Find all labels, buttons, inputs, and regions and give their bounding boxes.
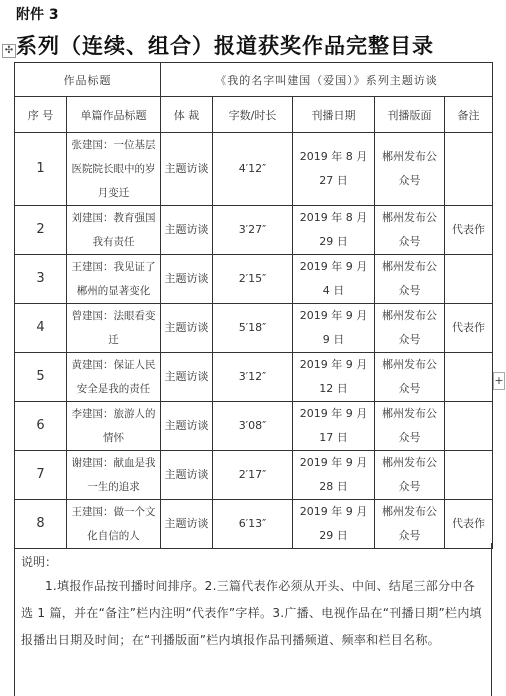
catalog-table <box>14 62 493 549</box>
cell-genre: 主题访谈 <box>161 500 213 549</box>
notes-section <box>14 543 492 696</box>
table-row <box>15 255 493 304</box>
cell-note <box>445 133 493 206</box>
table-row <box>15 500 493 549</box>
cell-date: 2019 年 9 月 17 日 <box>293 402 375 451</box>
cell-note <box>445 353 493 402</box>
plus-icon[interactable]: + <box>493 372 505 390</box>
table-row <box>15 402 493 451</box>
cell-seq: 8 <box>15 500 67 549</box>
cell-date: 2019 年 9 月 12 日 <box>293 353 375 402</box>
cell-outlet: 郴州发布公众号 <box>375 255 445 304</box>
cell-note <box>445 402 493 451</box>
cell-date: 2019 年 8 月 27 日 <box>293 133 375 206</box>
cell-length: 6′13″ <box>213 500 293 549</box>
cell-note: 代表作 <box>445 206 493 255</box>
attachment-label: 附件 3 <box>16 7 59 23</box>
cell-title: 王建国：做一个文化自信的人 <box>67 500 161 549</box>
cell-title: 王建国：我见证了郴州的显著变化 <box>67 255 161 304</box>
cell-length: 5′18″ <box>213 304 293 353</box>
cell-seq: 5 <box>15 353 67 402</box>
cell-date: 2019 年 9 月 4 日 <box>293 255 375 304</box>
cell-length: 2′15″ <box>213 255 293 304</box>
cell-date: 2019 年 8 月 29 日 <box>293 206 375 255</box>
table-row <box>15 304 493 353</box>
cell-length: 2′17″ <box>213 451 293 500</box>
cell-outlet: 郴州发布公众号 <box>375 353 445 402</box>
col-header-date: 刊播日期 <box>293 97 375 133</box>
cell-outlet: 郴州发布公众号 <box>375 451 445 500</box>
cell-length: 3′08″ <box>213 402 293 451</box>
cell-outlet: 郴州发布公众号 <box>375 500 445 549</box>
cell-title: 张建国：一位基层医院院长眼中的岁月变迁 <box>67 133 161 206</box>
col-header-note: 备注 <box>445 97 493 133</box>
cell-date: 2019 年 9 月 9 日 <box>293 304 375 353</box>
col-header-genre: 体 裁 <box>161 97 213 133</box>
cell-note <box>445 255 493 304</box>
col-header-seq: 序 号 <box>15 97 67 133</box>
cell-note: 代表作 <box>445 500 493 549</box>
cell-length: 3′27″ <box>213 206 293 255</box>
cell-outlet: 郴州发布公众号 <box>375 206 445 255</box>
cell-genre: 主题访谈 <box>161 304 213 353</box>
work-title-value: 《我的名字叫建国（爱国）》系列主题访谈 <box>161 63 493 97</box>
move-cross-icon[interactable]: ✣ <box>2 44 16 58</box>
col-header-length: 字数/时长 <box>213 97 293 133</box>
cell-outlet: 郴州发布公众号 <box>375 304 445 353</box>
notes-text: 1.填报作品按刊播时间排序。2.三篇代表作必须从开头、中间、结尾三部分中各选 1 篇，并在“备注”栏内注明“代表作”字样。3.广播、电视作品在“刊播日期”栏内填报播出日期及时间；在“刊播版面”栏内填报作品刊播频道、频率和栏目名称。 <box>21 579 482 647</box>
cell-outlet: 郴州发布公众号 <box>375 402 445 451</box>
cell-seq: 3 <box>15 255 67 304</box>
cell-outlet: 郴州发布公众号 <box>375 133 445 206</box>
column-header-row <box>15 97 493 133</box>
cell-note <box>445 451 493 500</box>
cell-note: 代表作 <box>445 304 493 353</box>
table-row <box>15 133 493 206</box>
cell-title: 李建国：旅游人的情怀 <box>67 402 161 451</box>
cell-seq: 6 <box>15 402 67 451</box>
cell-title: 黄建国：保证人民安全是我的责任 <box>67 353 161 402</box>
table-row <box>15 353 493 402</box>
cell-genre: 主题访谈 <box>161 451 213 500</box>
cell-title: 谢建国：献血是我一生的追求 <box>67 451 161 500</box>
cell-genre: 主题访谈 <box>161 255 213 304</box>
cell-seq: 4 <box>15 304 67 353</box>
cell-length: 3′12″ <box>213 353 293 402</box>
cell-genre: 主题访谈 <box>161 353 213 402</box>
col-header-outlet: 刊播版面 <box>375 97 445 133</box>
cell-seq: 2 <box>15 206 67 255</box>
col-header-title: 单篇作品标题 <box>67 97 161 133</box>
notes-label: 说明： <box>21 555 58 569</box>
document-title: 系列（连续、组合）报道获奖作品完整目录 <box>16 34 434 58</box>
cell-length: 4′12″ <box>213 133 293 206</box>
work-title-label: 作品标题 <box>15 63 161 97</box>
table-row <box>15 451 493 500</box>
table-row <box>15 206 493 255</box>
cell-genre: 主题访谈 <box>161 133 213 206</box>
cell-date: 2019 年 9 月 28 日 <box>293 451 375 500</box>
cell-seq: 7 <box>15 451 67 500</box>
cell-title: 刘建国：教育强国我有责任 <box>67 206 161 255</box>
work-title-row <box>15 63 493 97</box>
cell-date: 2019 年 9 月 29 日 <box>293 500 375 549</box>
cell-genre: 主题访谈 <box>161 206 213 255</box>
cell-genre: 主题访谈 <box>161 402 213 451</box>
cell-title: 曾建国：法眼看变迁 <box>67 304 161 353</box>
cell-seq: 1 <box>15 133 67 206</box>
